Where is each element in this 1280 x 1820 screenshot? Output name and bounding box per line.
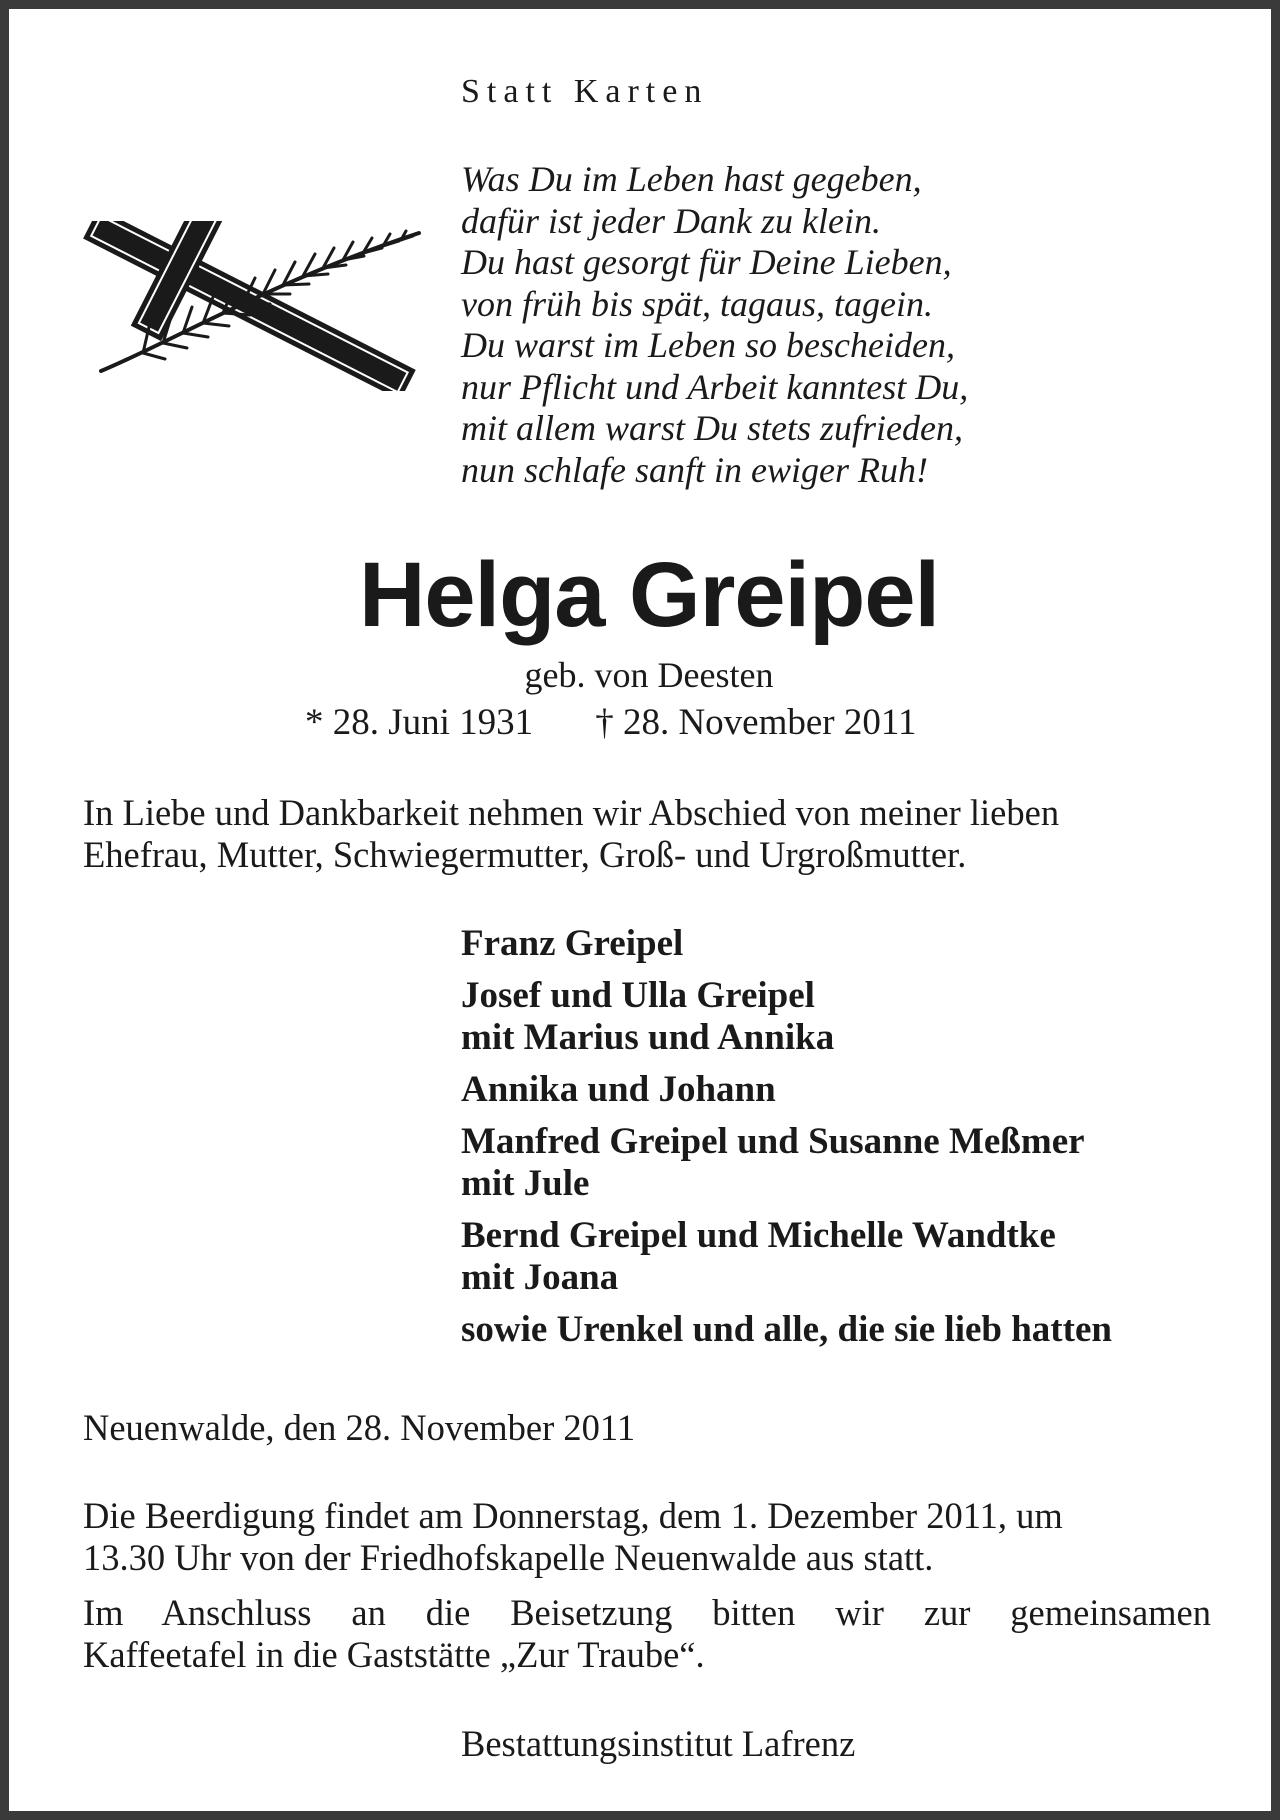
farewell-statement [83,792,1213,876]
poem-line: mit allem warst Du stets zufrieden, [461,408,963,448]
statt-karten-heading: Statt Karten [461,73,709,110]
mourner-line: Franz Greipel [461,923,684,964]
mourner-group [461,975,1221,1059]
mourner-group [461,1121,1221,1205]
funeral-details [83,1495,1213,1579]
mourner-line: Josef und Ulla Greipel [461,975,815,1016]
poem-line: Du warst im Leben so bescheiden, [461,325,955,365]
mourner-line: sowie Urenkel und alle, die sie lieb hatten [461,1309,1112,1350]
mourners-list [461,923,1221,1361]
mourner-group [461,1309,1221,1351]
mourner-line: mit Jule [461,1163,590,1204]
funeral-line: 13.30 Uhr von der Friedhofskapelle Neuenwalde aus statt. [83,1537,934,1578]
cross-with-palm-frond-icon [83,221,423,391]
poem-line: dafür ist jeder Dank zu klein. [461,200,881,241]
mourner-group [461,923,1221,965]
reception-line: Kaffeetafel in die Gaststätte „Zur Traube“. [83,1634,705,1675]
mourner-group [461,1069,1221,1111]
maiden-name [9,654,1280,696]
mourner-line: Annika und Johann [461,1069,776,1110]
funeral-line: Die Beerdigung findet am Donnerstag, dem 1. Dezember 2011, um [83,1495,1063,1536]
death-date: † 28. November 2011 [595,702,917,743]
life-dates [305,701,916,744]
undertaker-name: Bestattungsinstitut Lafrenz [461,1723,856,1764]
farewell-line: In Liebe und Dankbarkeit nehmen wir Abschied von meiner lieben [83,792,1060,833]
place-and-date: Neuenwalde, den 28. November 2011 [83,1407,636,1448]
poem-line: von früh bis spät, tagaus, tagein. [461,283,934,324]
mourner-group [461,1215,1221,1299]
deceased-name: Helga Greipel [358,544,940,646]
maiden-name-text: geb. von Deesten [524,655,774,695]
poem-line: nun schlafe sanft in ewiger Ruh! [461,449,928,490]
poem-line: Du hast gesorgt für Deine Lieben, [461,242,952,282]
mourner-line: mit Joana [461,1257,619,1298]
birth-date: * 28. Juni 1931 [305,702,534,743]
poem-line: Was Du im Leben hast gegeben, [461,159,922,199]
poem-line: nur Pflicht und Arbeit kanntest Du, [461,366,969,407]
reception-details [83,1592,1211,1676]
poem [461,159,1201,491]
farewell-line: Ehefrau, Mutter, Schwiegermutter, Groß- und Urgroßmutter. [83,834,967,875]
reception-line: Im Anschluss an die Beisetzung bitten wir zur gemeinsamen [83,1592,1211,1633]
mourner-line: mit Marius und Annika [461,1017,835,1058]
mourner-line: Manfred Greipel und Susanne Meßmer [461,1121,1085,1162]
mourner-line: Bernd Greipel und Michelle Wandtke [461,1215,1056,1256]
